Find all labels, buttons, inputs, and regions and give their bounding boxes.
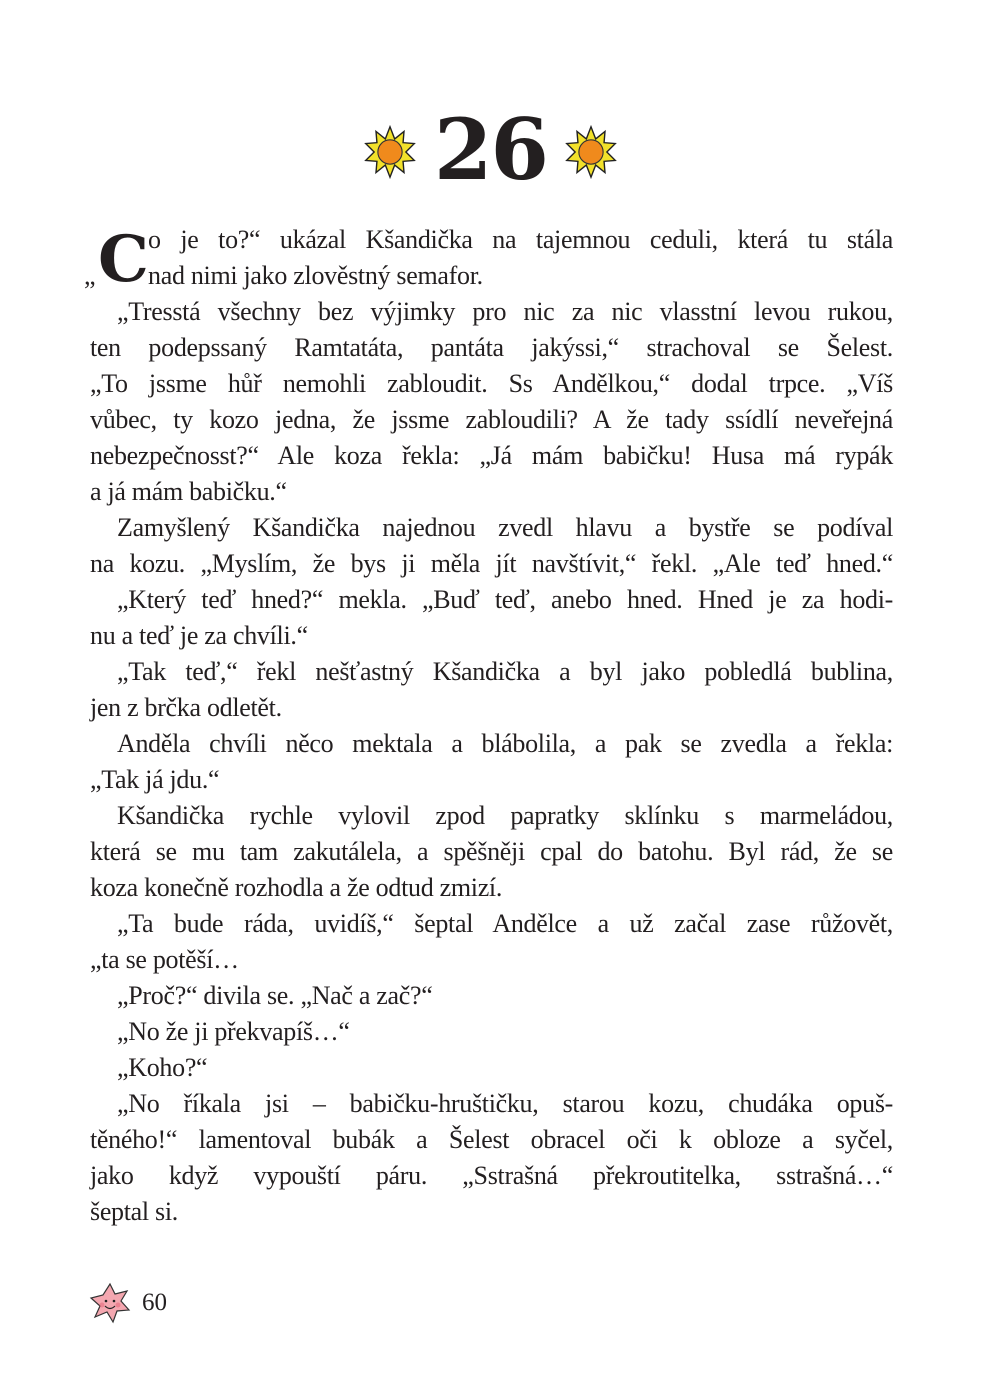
text-line [90,474,893,510]
text-line [90,1050,893,1086]
text-line-content: o je to?“ ukázal Kšandička na tajemnou ceduli, která tu stála [148,225,893,254]
text-line-content: koza konečně rozhodla a že odtud zmizí. [90,873,503,902]
text-line-content: „Proč?“ divila se. „Nač a zač?“ [117,981,433,1010]
page-footer [88,1282,167,1332]
text-line [90,654,893,690]
text-line [90,582,893,618]
text-line [90,438,893,474]
page-number: 60 [142,1289,167,1316]
text-line-content: Zamyšlený Kšandička najednou zvedl hlavu a bystře se podíval [117,513,893,542]
text-line-content: „To jssme hůř nemohli zabloudit. Ss Andělkou,“ dodal trpce. „Víš [90,369,893,398]
text-line-content: a já mám babičku.“ [90,477,287,506]
text-line [90,402,893,438]
text-line-content: jako když vypouští páru. „Sstrašná překroutitelka, sstrašná…“ [90,1161,893,1190]
text-line [90,366,893,402]
smiling-star-icon [88,1282,132,1324]
text-line [90,618,893,654]
text-line [90,798,893,834]
text-line [90,222,893,258]
text-line-content: která se mu tam zakutálela, a spěšněji cpal do batohu. Byl rád, že se [90,837,893,866]
text-line [90,510,893,546]
text-line-content: „Tak já jdu.“ [90,765,220,794]
text-line-content: nad nimi jako zlověstný semafor. [148,261,483,290]
text-line-content: „ta se potěší… [90,945,239,974]
text-line-content: Anděla chvíli něco mektala a blábolila, a pak se zvedla a řekla: [117,729,893,758]
text-line [90,978,893,1014]
text-line-content: ten podepssaný Ramtatáta, pantáta jakýssi,“ strachoval se Šelest. [90,333,893,362]
text-line [90,1014,893,1050]
text-line-content: na kozu. „Myslím, že bys ji měla jít navštívit,“ řekl. „Ale teď hned.“ [90,549,893,578]
sun-icon [563,124,619,180]
text-line-content: „No říkala jsi – babičku-hruštičku, starou kozu, chudáka opuš- [117,1089,893,1118]
text-line [90,1122,893,1158]
body-text [84,222,893,1230]
sun-icon [362,124,418,180]
text-line [90,906,893,942]
text-line-content: „Tresstá všechny bez výjimky pro nic za nic vlasstní levou rukou, [117,297,893,326]
text-line-content: těného!“ lamentoval bubák a Šelest obracel oči k obloze a syčel, [90,1125,893,1154]
text-line-content: Kšandička rychle vylovil zpod papratky sklínku s marmeládou, [117,801,893,830]
text-line-content: „Tak teď,“ řekl nešťastný Kšandička a byl jako pobledlá bublina, [117,657,893,686]
text-line [90,762,893,798]
chapter-heading [0,100,981,200]
text-line [90,546,893,582]
text-line-content: „Ta bude ráda, uvidíš,“ šeptal Andělce a už začal zase růžovět, [117,909,893,938]
text-line-content: jen z brčka odletět. [90,693,282,722]
text-line [90,330,893,366]
text-line-content: vůbec, ty kozo jedna, že jssme zabloudili? A že tady ssídlí neveřejná [90,405,893,434]
drop-cap-quote: „ [84,261,96,290]
text-line [90,1086,893,1122]
text-line [90,1158,893,1194]
text-line-content: „Který teď hned?“ mekla. „Buď teď, anebo hned. Hned je za hodi- [117,585,893,614]
text-line-content: „Koho?“ [117,1053,208,1082]
text-line [90,870,893,906]
text-line [90,690,893,726]
text-line-content: nebezpečnosst?“ Ale koza řekla: „Já mám babičku! Husa má rypák [90,441,893,470]
text-line-content: šeptal si. [90,1197,178,1226]
text-line [90,1194,893,1230]
drop-cap: C [98,222,149,297]
text-line [90,942,893,978]
text-line [90,294,893,330]
text-line [90,258,893,294]
chapter-number: 26 [434,100,547,199]
text-line [90,726,893,762]
text-line-content: „No že ji překvapíš…“ [117,1017,350,1046]
text-line [90,834,893,870]
text-line-content: nu a teď je za chvíli.“ [90,621,308,650]
